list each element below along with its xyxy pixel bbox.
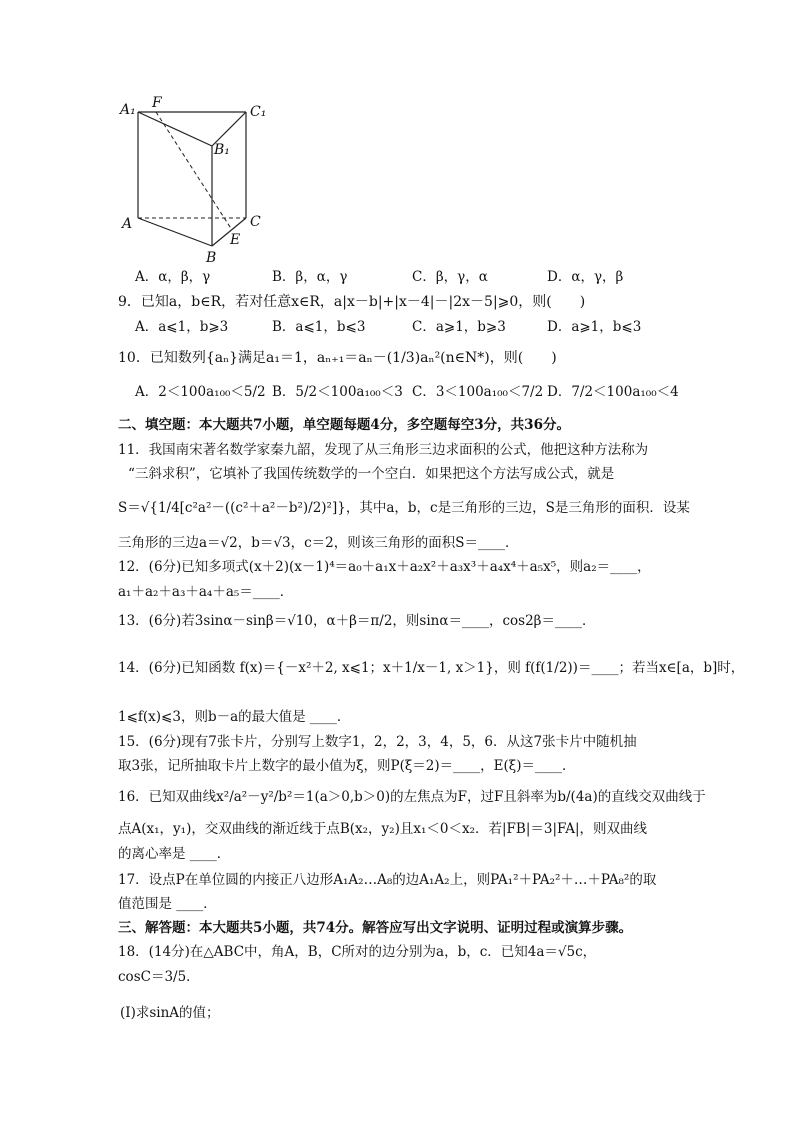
q9-option-d: D．a⩾1，b⩽3 [547, 319, 642, 335]
segment-f-e [156, 112, 232, 230]
label-e: E [230, 232, 241, 248]
label-f: F [152, 96, 162, 111]
label-b1: B₁ [214, 142, 230, 158]
label-a1: A₁ [120, 102, 136, 118]
section-2-heading: 二、填空题：本大题共7小题，单空题每题4分，多空题每空3分，共36分。 [118, 417, 570, 433]
q10-option-a: A．2＜100a₁₀₀＜5/2 [135, 384, 266, 400]
edge-b-c [212, 218, 246, 246]
q18-part-1: (Ⅰ)求sinA的值； [120, 1005, 220, 1021]
q9-option-b: B．a⩽1，b⩽3 [272, 319, 366, 335]
q16-line-3: 的离心率是 ____． [118, 846, 231, 862]
q9-options [0, 316, 794, 338]
q15-line-1: 15．(6分)现有7张卡片，分别写上数字1，2，2，3，4，5，6．从这7张卡片中随机抽 [118, 734, 637, 750]
q16-line-2: 点A(x₁，y₁)，交双曲线的渐近线于点B(x₂，y₂)且x₁＜0＜x₂．若|FB|＝3|FA|，则双曲线 [118, 821, 648, 837]
q18-line-1: 18．(14分)在△ABC中，角A，B，C所对的边分别为a，b，c．已知4a＝√5c， [118, 944, 597, 960]
section-3-heading: 三、解答题：本大题共5小题，共74分。解答应写出文字说明、证明过程或演算步骤。 [118, 920, 633, 936]
q8-option-b: B．β，α，γ [272, 269, 348, 285]
q10-stem: 10．已知数列{aₙ}满足a₁＝1，aₙ₊₁＝aₙ－(1/3)aₙ²(n∈N*)，则( ) [118, 350, 557, 366]
q8-options [0, 266, 794, 288]
q15-line-2: 取3张，记所抽取卡片上数字的最小值为ξ，则P(ξ＝2)＝____，E(ξ)＝____． [118, 758, 576, 774]
q8-option-c: C．β，γ，α [412, 269, 488, 285]
q9-option-c: C．a⩾1，b⩾3 [412, 319, 506, 335]
q9-option-a: A．a⩽1，b⩾3 [135, 319, 229, 335]
q16-line-1: 16．已知双曲线x²/a²－y²/b²＝1(a＞0,b＞0)的左焦点为F，过F且斜率为b/(4a)的直线交双曲线于 [118, 789, 706, 805]
q10-options [0, 381, 794, 403]
q12-line-2: a₁＋a₂＋a₃＋a₄＋a₅＝____． [118, 584, 294, 600]
q11-line-2: “三斜求积”，它填补了我国传统数学的一个空白．如果把这个方法写成公式，就是 [128, 466, 615, 482]
label-b: B [206, 250, 217, 266]
q8-option-a: A．α，β，γ [135, 269, 211, 285]
label-a: A [122, 216, 133, 232]
q17-line-1: 17．设点P在单位圆的内接正八边形A₁A₂…A₈的边A₁A₂上，则PA₁²＋PA₂²＋…＋PA₈²的取 [118, 872, 657, 888]
q11-line-3: S＝√{1/4[c²a²－((c²＋a²－b²)/2)²]}，其中a，b，c是三角形的三边，S是三角形的面积．设某 [118, 500, 690, 516]
prism-figure [118, 96, 278, 266]
q11-line-4: 三角形的三边a＝√2，b＝√3，c＝2，则该三角形的面积S＝____． [118, 535, 519, 551]
q14-line-2: 1⩽f(x)⩽3，则b－a的最大值是 ____． [118, 709, 351, 725]
q17-line-2: 值范围是 ____． [118, 896, 217, 912]
q10-option-d: D．7/2＜100a₁₀₀＜4 [547, 384, 679, 400]
edge-a-b [138, 218, 212, 246]
label-c: C [250, 214, 261, 230]
edge-a1-b1 [138, 112, 212, 146]
q12-line-1: 12．(6分)已知多项式(x＋2)(x－1)⁴＝a₀＋a₁x＋a₂x²＋a₃x³＋a₄x⁴＋a₅x⁵，则a₂＝____， [118, 559, 651, 575]
q9-stem: 9．已知a，b∈R，若对任意x∈R，a|x－b|+|x－4|－|2x－5|⩾0，则( ) [118, 294, 586, 310]
q18-line-2: cosC＝3/5． [118, 969, 200, 985]
label-c1: C₁ [250, 104, 267, 120]
q10-option-c: C．3＜100a₁₀₀＜7/2 [412, 384, 544, 400]
edge-b1-c1 [212, 112, 246, 146]
q11-line-1: 11．我国南宋著名数学家秦九韶，发现了从三角形三边求面积的公式，他把这种方法称为 [118, 442, 649, 458]
q10-option-b: B．5/2＜100a₁₀₀＜3 [272, 384, 403, 400]
q13-stem: 13．(6分)若3sinα－sinβ＝√10，α＋β＝π/2，则sinα＝____，cos2β＝____． [118, 613, 596, 629]
q8-option-d: D．α，γ，β [547, 269, 624, 285]
q14-line-1: 14．(6分)已知函数 f(x)＝{－x²＋2, x⩽1；x＋1/x－1, x＞1}，则 f(f(1/2))＝____；若当x∈[a，b]时， [118, 660, 745, 676]
